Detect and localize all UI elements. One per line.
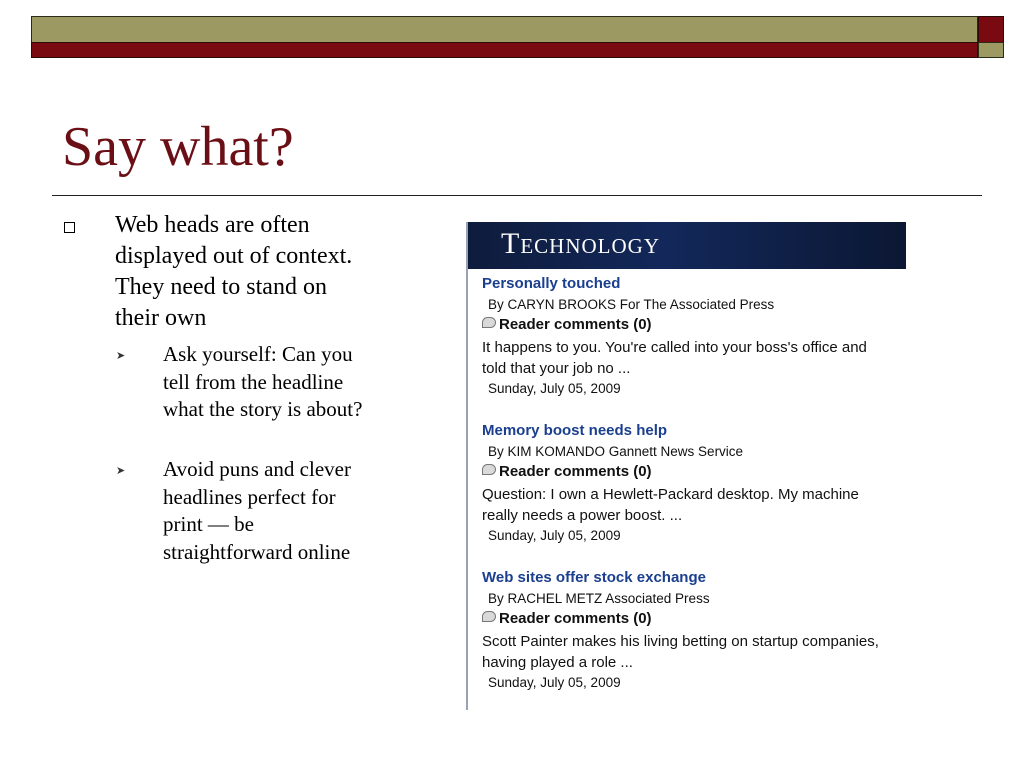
technology-news-panel (466, 222, 906, 710)
speech-bubble-icon (482, 611, 496, 622)
speech-bubble-icon (482, 464, 496, 475)
story-summary: Question: I own a Hewlett-Packard desktop. My machine really needs a power boost. ... (482, 486, 859, 524)
story-date: Sunday, July 05, 2009 (488, 528, 621, 543)
reader-comments-label: Reader comments (0) (499, 610, 652, 627)
header-bar-maroon (31, 42, 978, 58)
story-summary: Scott Painter makes his living betting on startup companies, having played a role ... (482, 633, 879, 671)
story-headline-link[interactable]: Web sites offer stock exchange (482, 569, 706, 586)
reader-comments-link[interactable] (482, 610, 652, 627)
speech-bubble-icon (482, 317, 496, 328)
slide-title: Say what? (62, 116, 294, 178)
section-banner (468, 222, 906, 269)
story-headline-link[interactable]: Memory boost needs help (482, 422, 668, 439)
title-divider (52, 195, 982, 196)
reader-comments-link[interactable] (482, 463, 652, 480)
story-byline: By CARYN BROOKS For The Associated Press (488, 297, 775, 312)
story-summary: It happens to you. You're called into your boss's office and told that your job no ... (482, 339, 867, 377)
story-byline: By KIM KOMANDO Gannett News Service (488, 444, 744, 459)
bullet-1-text: Web heads are often displayed out of context. They need to stand on their own (115, 212, 353, 331)
story-date: Sunday, July 05, 2009 (488, 675, 621, 690)
reader-comments-label: Reader comments (0) (499, 463, 652, 480)
header-bar-olive (31, 16, 978, 43)
arrow-bullet-icon: ➤ (116, 464, 126, 477)
subbullet-2-text: Avoid puns and clever headlines perfect for print — be straightforward online (163, 457, 351, 564)
story-byline: By RACHEL METZ Associated Press (488, 591, 710, 606)
story-date: Sunday, July 05, 2009 (488, 381, 621, 396)
header-corner-maroon (978, 16, 1004, 43)
reader-comments-link[interactable] (482, 316, 652, 333)
header-corner-olive (978, 42, 1004, 58)
story-headline-link[interactable]: Personally touched (482, 275, 621, 292)
subbullet-1-text: Ask yourself: Can you tell from the headline what the story is about? (163, 342, 363, 421)
hollow-square-bullet-icon (64, 222, 75, 233)
arrow-bullet-icon: ➤ (116, 349, 126, 362)
section-title: Technology (501, 227, 660, 260)
reader-comments-label: Reader comments (0) (499, 316, 652, 333)
